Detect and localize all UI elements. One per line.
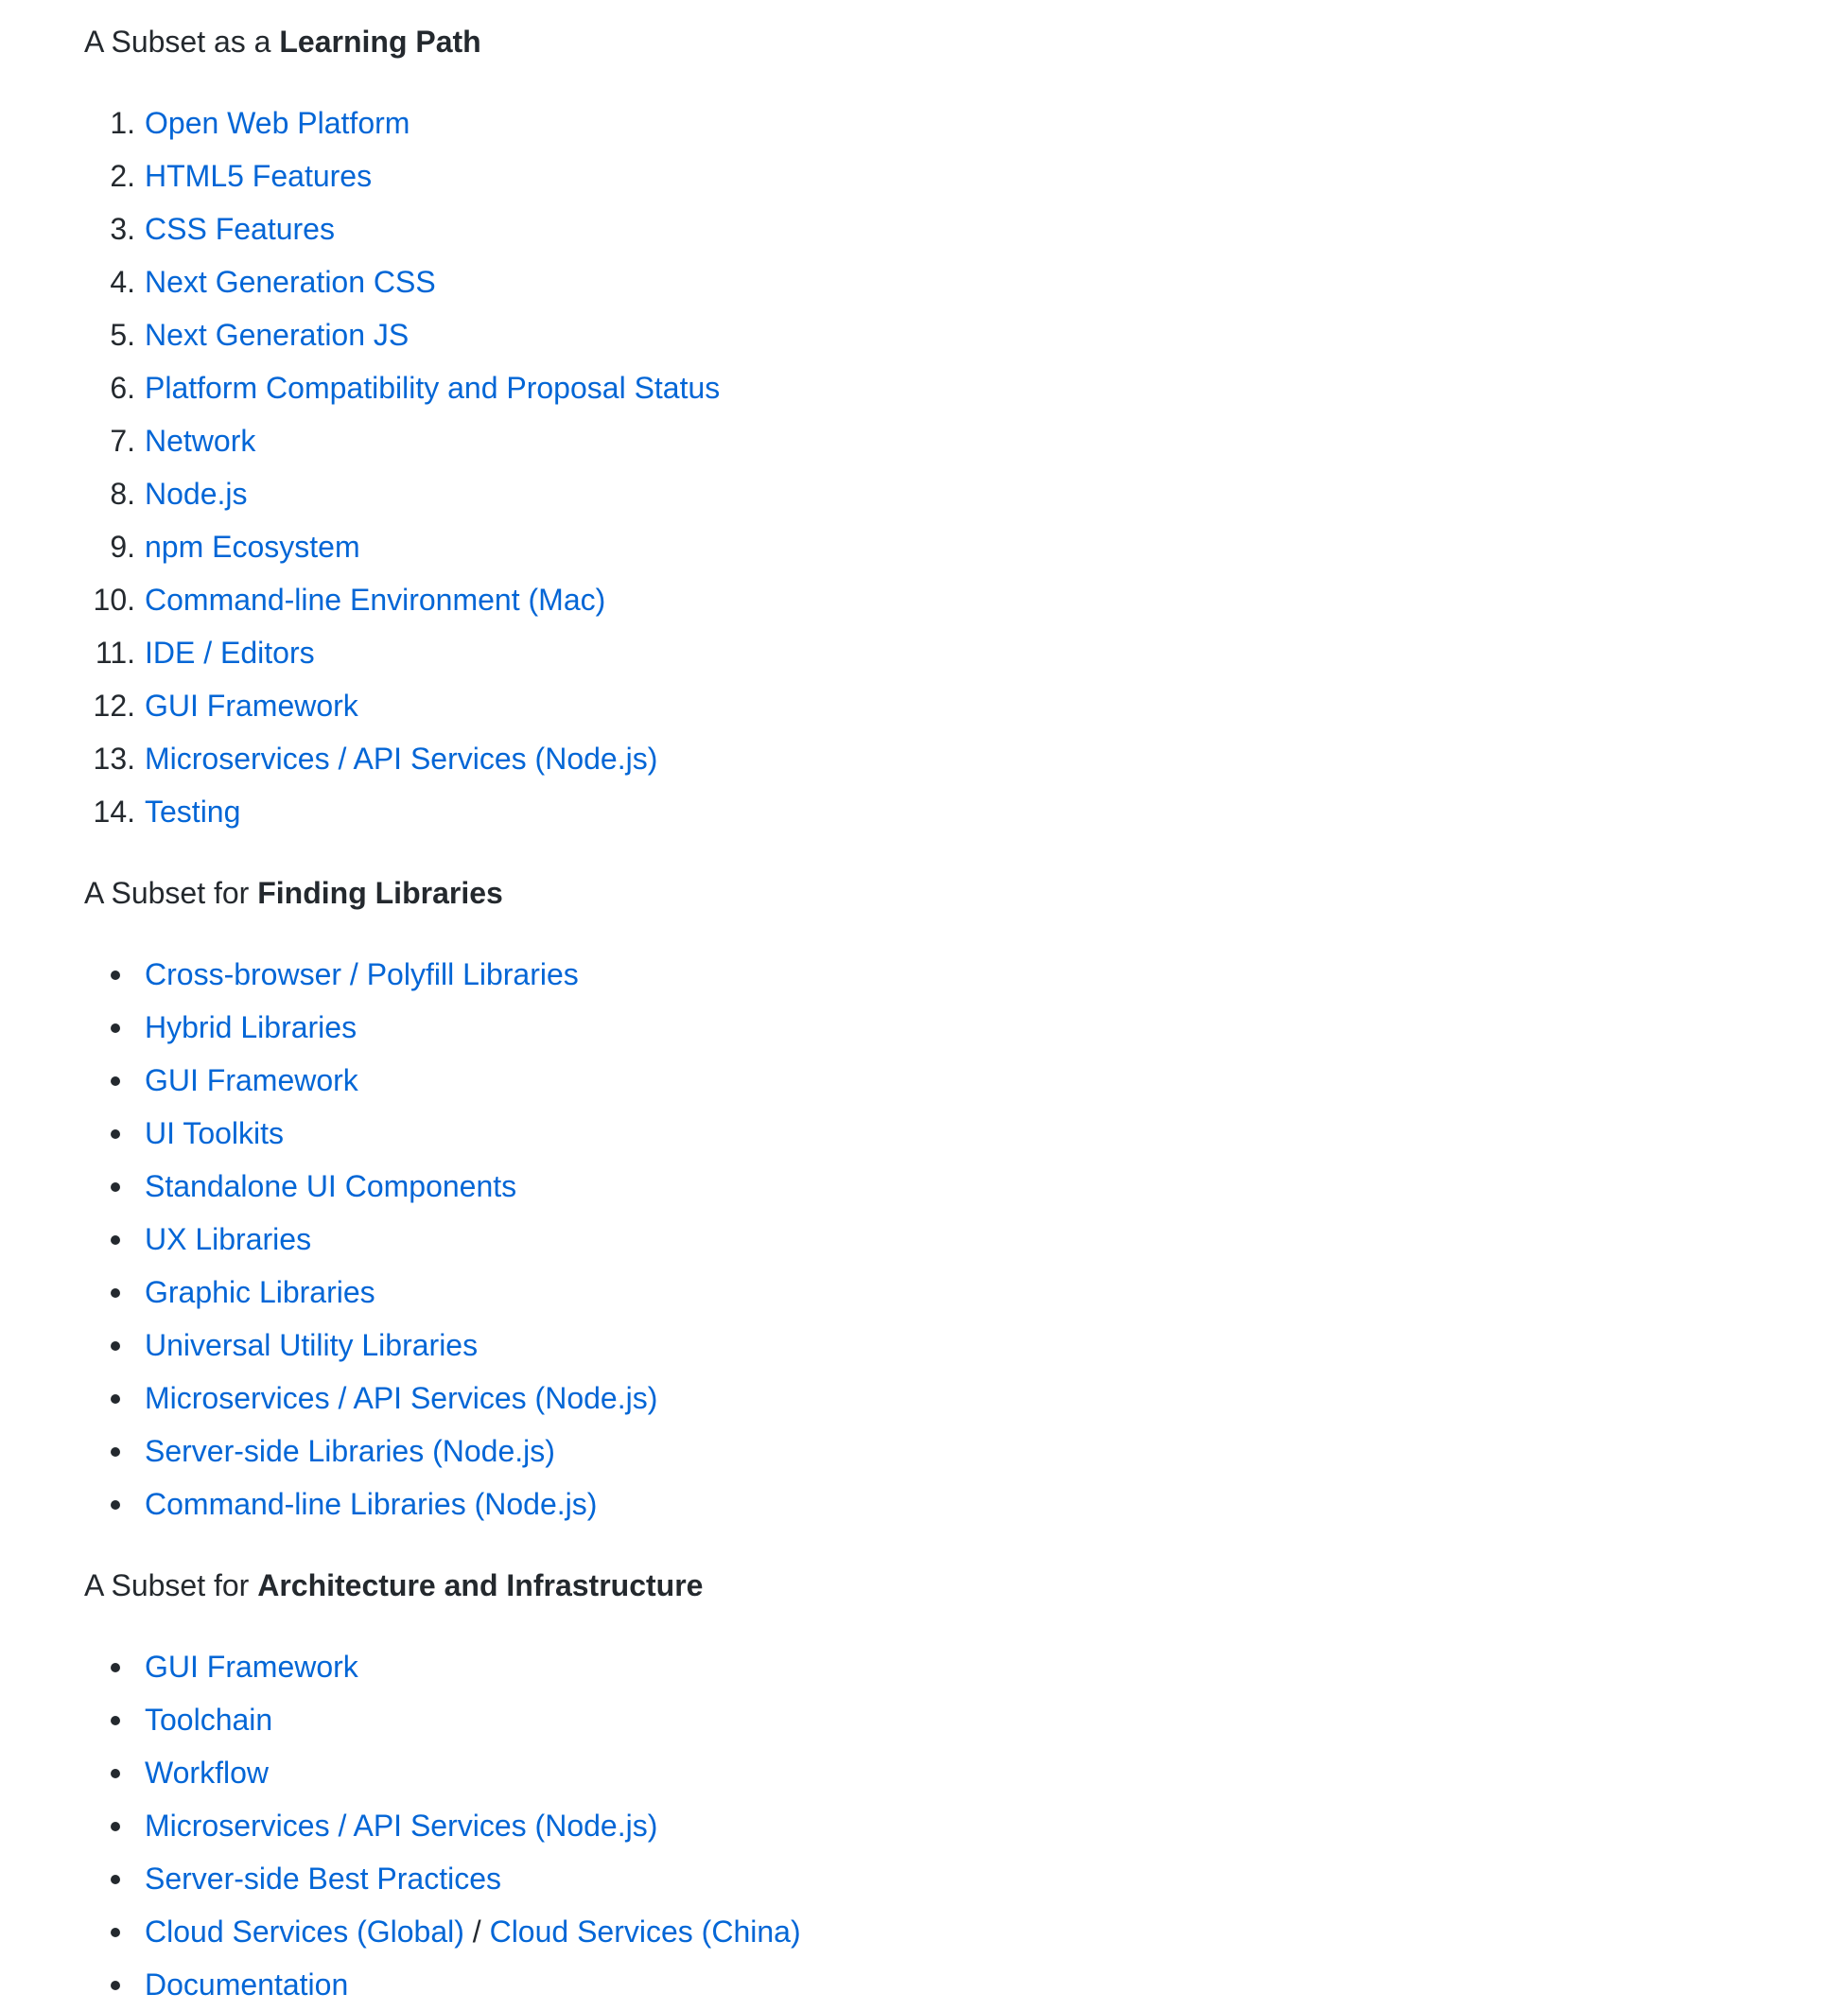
- bullet-icon: [111, 1341, 120, 1351]
- list-number: 14.: [93, 795, 135, 829]
- section-heading-architecture: [84, 1565, 1848, 1606]
- link-graphic-libraries[interactable]: Graphic Libraries: [145, 1275, 375, 1309]
- list-number: 9.: [110, 530, 135, 564]
- heading-prefix: A Subset for: [84, 1568, 258, 1602]
- section-heading-learning-path: [84, 21, 1848, 62]
- link-next-generation-js[interactable]: Next Generation JS: [145, 318, 410, 352]
- list-item: [84, 1958, 1848, 2011]
- list-item: [84, 1319, 1848, 1372]
- list-item: [84, 1107, 1848, 1160]
- list-number: 12.: [93, 689, 135, 723]
- link-server-side-best-practices[interactable]: Server-side Best Practices: [145, 1862, 502, 1896]
- list-item: [84, 1693, 1848, 1746]
- list-item: [84, 1905, 1848, 1958]
- list-item: [84, 361, 1848, 414]
- heading-bold: Finding Libraries: [257, 876, 503, 910]
- link-separator: /: [463, 1915, 490, 1949]
- list-number: 10.: [93, 583, 135, 617]
- list-item: [84, 1001, 1848, 1054]
- link-gui-framework[interactable]: GUI Framework: [145, 1063, 358, 1097]
- bullet-icon: [111, 1447, 120, 1457]
- link-microservices-api[interactable]: Microservices / API Services (Node.js): [145, 742, 658, 776]
- link-cloud-services-global[interactable]: Cloud Services (Global): [145, 1915, 464, 1949]
- link-command-line-environment[interactable]: Command-line Environment (Mac): [145, 583, 606, 617]
- bullet-icon: [111, 1500, 120, 1510]
- list-item: [84, 1266, 1848, 1319]
- list-item: [84, 1213, 1848, 1266]
- link-server-side-libraries[interactable]: Server-side Libraries (Node.js): [145, 1434, 555, 1468]
- link-platform-compatibility[interactable]: Platform Compatibility and Proposal Status: [145, 371, 721, 405]
- link-documentation[interactable]: Documentation: [145, 1967, 349, 2002]
- link-open-web-platform[interactable]: Open Web Platform: [145, 106, 410, 140]
- list-number: 4.: [110, 265, 135, 299]
- link-standalone-ui-components[interactable]: Standalone UI Components: [145, 1169, 517, 1203]
- bullet-icon: [111, 1981, 120, 1990]
- bullet-icon: [111, 1663, 120, 1672]
- list-number: 13.: [93, 742, 135, 776]
- bullet-icon: [111, 1235, 120, 1245]
- link-ui-toolkits[interactable]: UI Toolkits: [145, 1116, 285, 1150]
- bullet-icon: [111, 971, 120, 980]
- architecture-list: [84, 1640, 1848, 2011]
- link-microservices-api[interactable]: Microservices / API Services (Node.js): [145, 1809, 658, 1843]
- heading-bold: Learning Path: [279, 25, 481, 59]
- list-item: [84, 308, 1848, 361]
- list-item: [84, 626, 1848, 679]
- bullet-icon: [111, 1288, 120, 1298]
- link-universal-utility-libraries[interactable]: Universal Utility Libraries: [145, 1328, 479, 1362]
- bullet-icon: [111, 1822, 120, 1831]
- list-number: 5.: [110, 318, 135, 352]
- list-item: [84, 1372, 1848, 1425]
- bullet-icon: [111, 1394, 120, 1404]
- list-item: [84, 255, 1848, 308]
- heading-prefix: A Subset for: [84, 876, 258, 910]
- list-item: [84, 679, 1848, 732]
- list-item: [84, 1852, 1848, 1905]
- list-item: [84, 573, 1848, 626]
- bullet-icon: [111, 1182, 120, 1192]
- list-number: 11.: [95, 636, 135, 670]
- link-nodejs[interactable]: Node.js: [145, 477, 248, 511]
- list-item: [84, 1160, 1848, 1213]
- link-next-generation-css[interactable]: Next Generation CSS: [145, 265, 436, 299]
- list-item: [84, 520, 1848, 573]
- list-item: [84, 785, 1848, 838]
- finding-libraries-list: [84, 948, 1848, 1530]
- link-network[interactable]: Network: [145, 424, 256, 458]
- list-item: [84, 96, 1848, 149]
- list-item: [84, 202, 1848, 255]
- list-item: [84, 1425, 1848, 1478]
- learning-path-list: [84, 96, 1848, 838]
- link-gui-framework[interactable]: GUI Framework: [145, 689, 358, 723]
- list-number: 3.: [110, 212, 135, 246]
- link-html5-features[interactable]: HTML5 Features: [145, 159, 373, 193]
- link-ux-libraries[interactable]: UX Libraries: [145, 1222, 312, 1256]
- list-item: [84, 1054, 1848, 1107]
- list-item: [84, 948, 1848, 1001]
- bullet-icon: [111, 1129, 120, 1139]
- bullet-icon: [111, 1875, 120, 1884]
- link-ide-editors[interactable]: IDE / Editors: [145, 636, 315, 670]
- link-npm-ecosystem[interactable]: npm Ecosystem: [145, 530, 360, 564]
- link-testing[interactable]: Testing: [145, 795, 241, 829]
- list-item: [84, 414, 1848, 467]
- list-item: [84, 732, 1848, 785]
- link-workflow[interactable]: Workflow: [145, 1756, 269, 1790]
- list-item: [84, 1478, 1848, 1530]
- list-item: [84, 149, 1848, 202]
- section-heading-finding-libraries: [84, 872, 1848, 914]
- list-number: 7.: [110, 424, 135, 458]
- list-item: [84, 1746, 1848, 1799]
- bullet-icon: [111, 1716, 120, 1725]
- link-microservices-api[interactable]: Microservices / API Services (Node.js): [145, 1381, 658, 1415]
- list-item: [84, 467, 1848, 520]
- link-cross-browser-polyfill[interactable]: Cross-browser / Polyfill Libraries: [145, 957, 579, 991]
- list-number: 6.: [110, 371, 135, 405]
- bullet-icon: [111, 1076, 120, 1086]
- bullet-icon: [111, 1928, 120, 1937]
- list-number: 2.: [110, 159, 135, 193]
- heading-prefix: A Subset as a: [84, 25, 280, 59]
- list-number: 1.: [110, 106, 135, 140]
- bullet-icon: [111, 1769, 120, 1778]
- bullet-icon: [111, 1023, 120, 1033]
- link-toolchain[interactable]: Toolchain: [145, 1703, 273, 1737]
- link-css-features[interactable]: CSS Features: [145, 212, 335, 246]
- heading-bold: Architecture and Infrastructure: [257, 1568, 704, 1602]
- link-gui-framework[interactable]: GUI Framework: [145, 1650, 358, 1684]
- link-hybrid-libraries[interactable]: Hybrid Libraries: [145, 1010, 357, 1044]
- link-cloud-services-china[interactable]: Cloud Services (China): [489, 1915, 801, 1949]
- link-command-line-libraries[interactable]: Command-line Libraries (Node.js): [145, 1487, 598, 1521]
- list-item: [84, 1799, 1848, 1852]
- list-number: 8.: [110, 477, 135, 511]
- list-item: [84, 1640, 1848, 1693]
